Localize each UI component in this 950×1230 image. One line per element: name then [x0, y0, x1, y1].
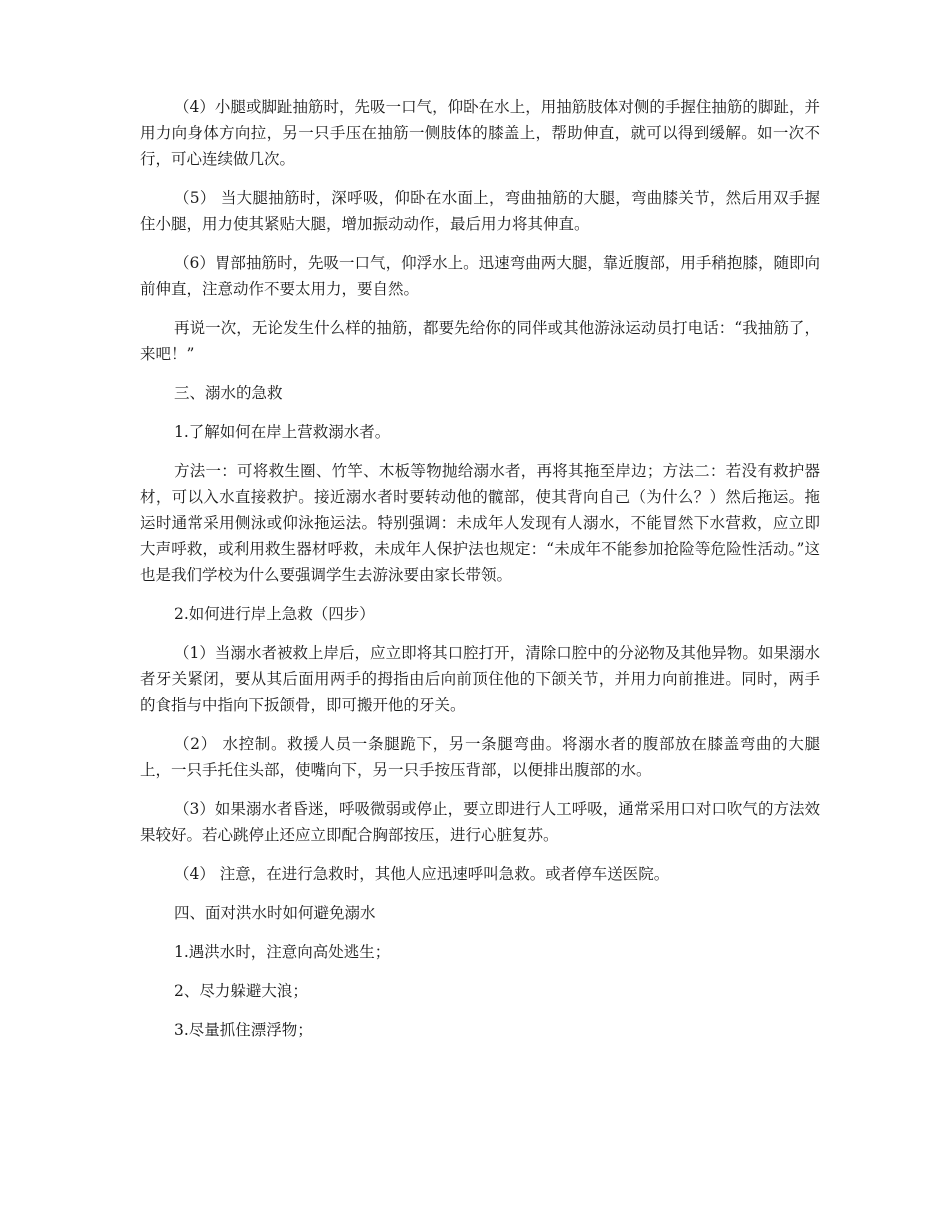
paragraph-call-for-help: 再说一次，无论发生什么样的抽筋，都要先给你的同伴或其他游泳运动员打电话：“我抽筋了，来吧！”	[140, 319, 820, 363]
paragraph-step-3: （3）如果溺水者昏迷，呼吸微弱或停止，要立即进行人工呼吸，通常采用口对口吹气的方法效果较好。若心跳停止还应立即配合胸部按压，进行心脏复苏。	[140, 800, 820, 844]
subheading-shore-first-aid: 2.如何进行岸上急救（四步）	[174, 605, 375, 623]
paragraph-thigh-cramp: （5） 当大腿抽筋时，深呼吸，仰卧在水面上，弯曲抽筋的大腿，弯曲膝关节，然后用双手握住小腿，用力使其紧贴大腿，增加振动动作，最后用力将其伸直。	[140, 189, 820, 233]
section-heading-flood-safety: 四、面对洪水时如何避免溺水	[174, 904, 376, 922]
list-item-flood-2: 2、尽力躲避大浪；	[174, 982, 308, 1000]
paragraph-step-2: （2） 水控制。救援人员一条腿跪下，另一条腿弯曲。将溺水者的腹部放在膝盖弯曲的大腿上，一只手托住头部，使嘴向下，另一只手按压背部，以便排出腹部的水。	[140, 735, 820, 779]
paragraph-rescue-methods: 方法一：可将救生圈、竹竿、木板等物抛给溺水者，再将其拖至岸边；方法二：若没有救护器材，可以入水直接救护。接近溺水者时要转动他的髋部，使其背向自己（为什么？）然后拖运。拖运时通常采用侧泳或仰泳拖运法。特别强调：未成年人发现有人溺水，不能冒然下水营救，应立即大声呼救，或利用救生器材呼救，未成年人保护法也规定：“未成年不能参加抢险等危险性活动。”这也是我们学校为什么要强调学生去游泳要由家长带领。	[140, 462, 820, 584]
subheading-shore-rescue: 1.了解如何在岸上营救溺水者。	[174, 423, 391, 441]
paragraph-stomach-cramp: （6）胃部抽筋时，先吸一口气，仰浮水上。迅速弯曲两大腿，靠近腹部，用手稍抱膝，随即向前伸直，注意动作不要太用力，要自然。	[140, 254, 820, 298]
document-body	[140, 94, 820, 1056]
list-item-flood-1: 1.遇洪水时，注意向高处逃生；	[174, 943, 391, 961]
paragraph-step-4: （4） 注意，在进行急救时，其他人应迅速呼叫急救。或者停车送医院。	[174, 865, 670, 883]
list-item-flood-3: 3.尽量抓住漂浮物；	[174, 1021, 313, 1039]
paragraph-step-1: （1）当溺水者被救上岸后，应立即将其口腔打开，清除口腔中的分泌物及其他异物。如果溺水者牙关紧闭，要从其后面用两手的拇指由后向前顶住他的下颌关节，并用力向前推进。同时，两手的食指与中指向下扳颌骨，即可搬开他的牙关。	[140, 644, 820, 714]
paragraph-calf-cramp: （4）小腿或脚趾抽筋时，先吸一口气，仰卧在水上，用抽筋肢体对侧的手握住抽筋的脚趾，并用力向身体方向拉，另一只手压在抽筋一侧肢体的膝盖上，帮助伸直，就可以得到缓解。如一次不行，可心连续做几次。	[140, 98, 820, 168]
section-heading-drowning-first-aid: 三、溺水的急救	[174, 384, 283, 402]
